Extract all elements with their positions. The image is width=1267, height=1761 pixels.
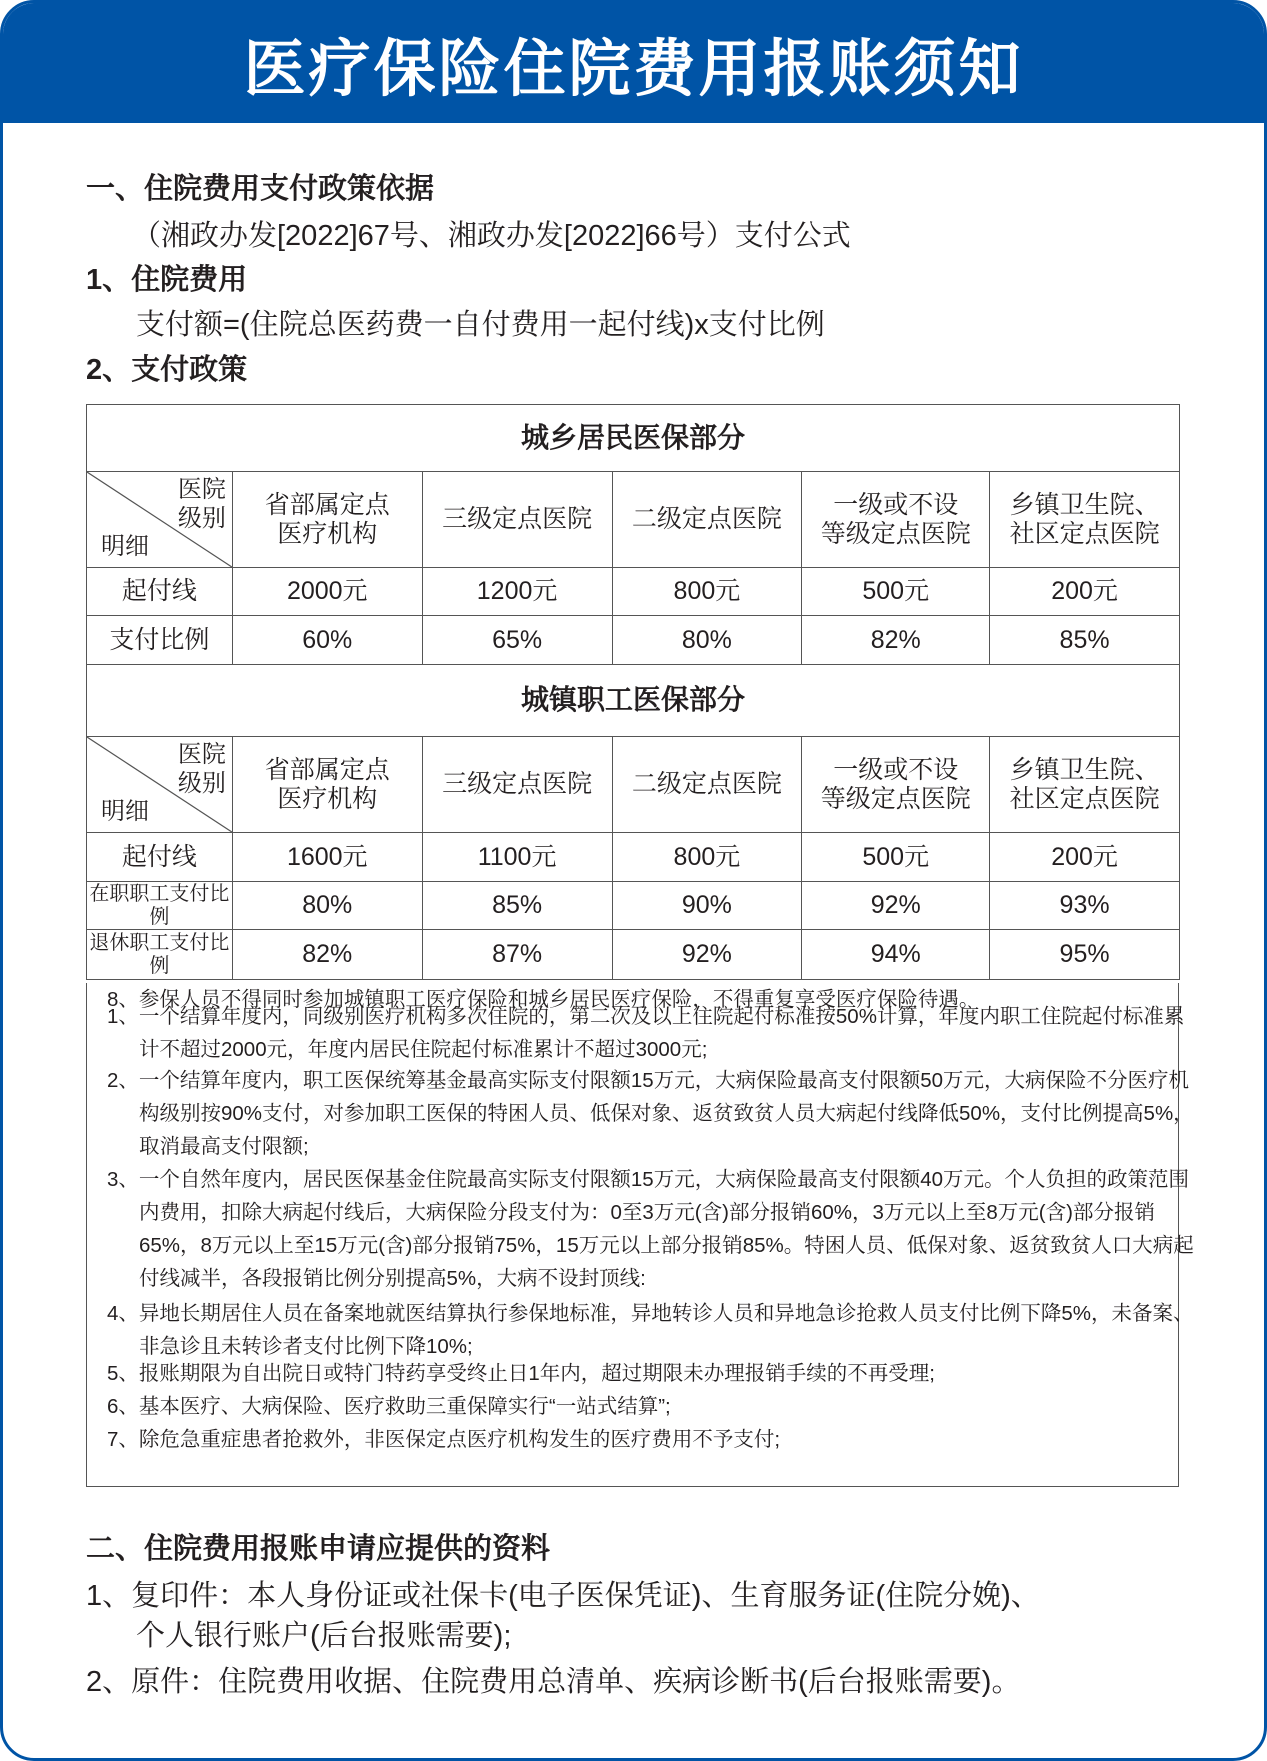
table-cell: 90% [612, 882, 802, 930]
table-cell: 200元 [990, 833, 1180, 882]
column-header: 一级或不设 等级定点医院 [802, 737, 990, 833]
column-header: 三级定点医院 [422, 737, 612, 833]
column-header: 三级定点医院 [422, 472, 612, 568]
table-cell: 800元 [612, 568, 802, 616]
materials-item-1: 1、复印件：本人身份证或社保卡(电子医保凭证)、生育服务证(住院分娩)、 [86, 1580, 1040, 1612]
column-header: 一级或不设 等级定点医院 [802, 472, 990, 568]
column-header: 省部属定点 医疗机构 [232, 472, 422, 568]
row-label: 起付线 [87, 833, 233, 882]
column-header: 乡镇卫生院、 社区定点医院 [990, 737, 1180, 833]
column-header: 二级定点医院 [612, 737, 802, 833]
table-cell: 80% [612, 616, 802, 665]
table-cell: 87% [422, 930, 612, 980]
section2-heading: 二、住院费用报账申请应提供的资料 [86, 1533, 551, 1565]
table-cell: 65% [422, 616, 612, 665]
table-row [87, 833, 1180, 882]
table-section-title: 城乡居民医保部分 [87, 405, 1180, 472]
policy-basis: （湘政办发[2022]67号、湘政办发[2022]66号）支付公式 [132, 220, 851, 252]
header-hospital: 医院 [177, 741, 226, 768]
table-cell: 94% [802, 930, 990, 980]
sub1-heading: 1、住院费用 [86, 264, 248, 296]
table-cell: 82% [232, 930, 422, 980]
column-header: 省部属定点 医疗机构 [232, 737, 422, 833]
table-cell: 200元 [990, 568, 1180, 616]
section1-heading: 一、住院费用支付政策依据 [86, 173, 435, 205]
column-header: 乡镇卫生院、 社区定点医院 [990, 472, 1180, 568]
table-cell: 82% [802, 616, 990, 665]
table-cell: 1200元 [422, 568, 612, 616]
column-header: 二级定点医院 [612, 472, 802, 568]
table-row [87, 568, 1180, 616]
table-cell: 80% [232, 882, 422, 930]
note-item: 6、基本医疗、大病保险、医疗救助三重保障实行“一站式结算”; [107, 1395, 671, 1418]
table-cell: 2000元 [232, 568, 422, 616]
note-item: 7、除危急重症患者抢救外，非医保定点医疗机构发生的医疗费用不予支付; [107, 1428, 781, 1451]
row-label: 起付线 [87, 568, 233, 616]
table-cell: 800元 [612, 833, 802, 882]
table-cell: 95% [990, 930, 1180, 980]
title-banner [3, 3, 1264, 123]
table-cell: 1600元 [232, 833, 422, 882]
table-cell: 93% [990, 882, 1180, 930]
table-cell: 1100元 [422, 833, 612, 882]
table-section-title: 城镇职工医保部分 [87, 665, 1180, 737]
table-row [87, 882, 1180, 930]
table-row [87, 616, 1180, 665]
notes-box [86, 983, 1194, 1487]
materials-item-2: 2、原件：住院费用收据、住院费用总清单、疾病诊断书(后台报账需要)。 [86, 1666, 1021, 1698]
diagonal-header-cell [87, 472, 233, 568]
note-item: 1、一个结算年度内，同级别医疗机构多次住院的，第二次及以上住院起付标准按50%计算，年度内职工住院起付标准累计不超过2000元，年度内居民住院起付标准累计不超过3000元; [107, 1005, 1185, 1061]
header-level: 级别 [177, 769, 226, 797]
sub2-heading: 2、支付政策 [86, 354, 248, 386]
table-cell: 92% [802, 882, 990, 930]
header-level: 级别 [177, 504, 226, 532]
header-detail: 明细 [101, 798, 149, 826]
table-cell: 85% [422, 882, 612, 930]
table-cell: 500元 [802, 568, 990, 616]
table-cell: 85% [990, 616, 1180, 665]
note-item: 2、一个结算年度内，职工医保统筹基金最高实际支付限额15万元，大病保险最高支付限额50万元，大病保险不分医疗机构级别按90%支付，对参加职工医保的特困人员、低保对象、返贫致贫人员大病起付线降低50%，支付比例提高5%，取消最高支付限额; [107, 1069, 1194, 1158]
header-hospital: 医院 [177, 476, 226, 503]
diagonal-header-cell [87, 737, 233, 833]
header-detail: 明细 [101, 533, 149, 561]
row-label: 在职职工支付比例 [87, 882, 233, 930]
table-cell: 500元 [802, 833, 990, 882]
row-label: 退休职工支付比例 [87, 930, 233, 980]
payment-formula: 支付额=(住院总医药费一自付费用一起付线)x支付比例 [136, 309, 825, 341]
table-cell: 92% [612, 930, 802, 980]
row-label: 支付比例 [87, 616, 233, 665]
note-item: 4、异地长期居住人员在备案地就医结算执行参保地标准，异地转诊人员和异地急诊抢救人员支付比例下降5%，未备案、非急诊且未转诊者支付比例下降10%; [107, 1302, 1194, 1358]
note-item: 5、报账期限为自出院日或特门特药享受终止日1年内，超过期限未办理报销手续的不再受理; [107, 1362, 935, 1385]
materials-item-1-cont: 个人银行账户(后台报账需要); [136, 1620, 512, 1652]
payment-policy-table [86, 404, 1180, 980]
note-item: 8、参保人员不得同时参加城镇职工医疗保险和城乡居民医疗保险，不得重复享受医疗保险待遇。 [107, 988, 980, 1011]
table-row [87, 930, 1180, 980]
table-cell: 60% [232, 616, 422, 665]
page-title: 医疗保险住院费用报账须知 [243, 34, 1024, 104]
note-item: 3、一个自然年度内，居民医保基金住院最高实际支付限额15万元，大病保险最高支付限额40万元。个人负担的政策范围内费用，扣除大病起付线后，大病保险分段支付为：0至3万元(含)部分报销60%，3万元以上至8万元(含)部分报销65%，8万元以上至15万元(含)部分报销75%，15万元以上部分报销85%。特困人员、低保对象、返贫致贫人口大病起付线减半，各段报销比例分别提高5%，大病不设封顶线: [107, 1168, 1194, 1290]
